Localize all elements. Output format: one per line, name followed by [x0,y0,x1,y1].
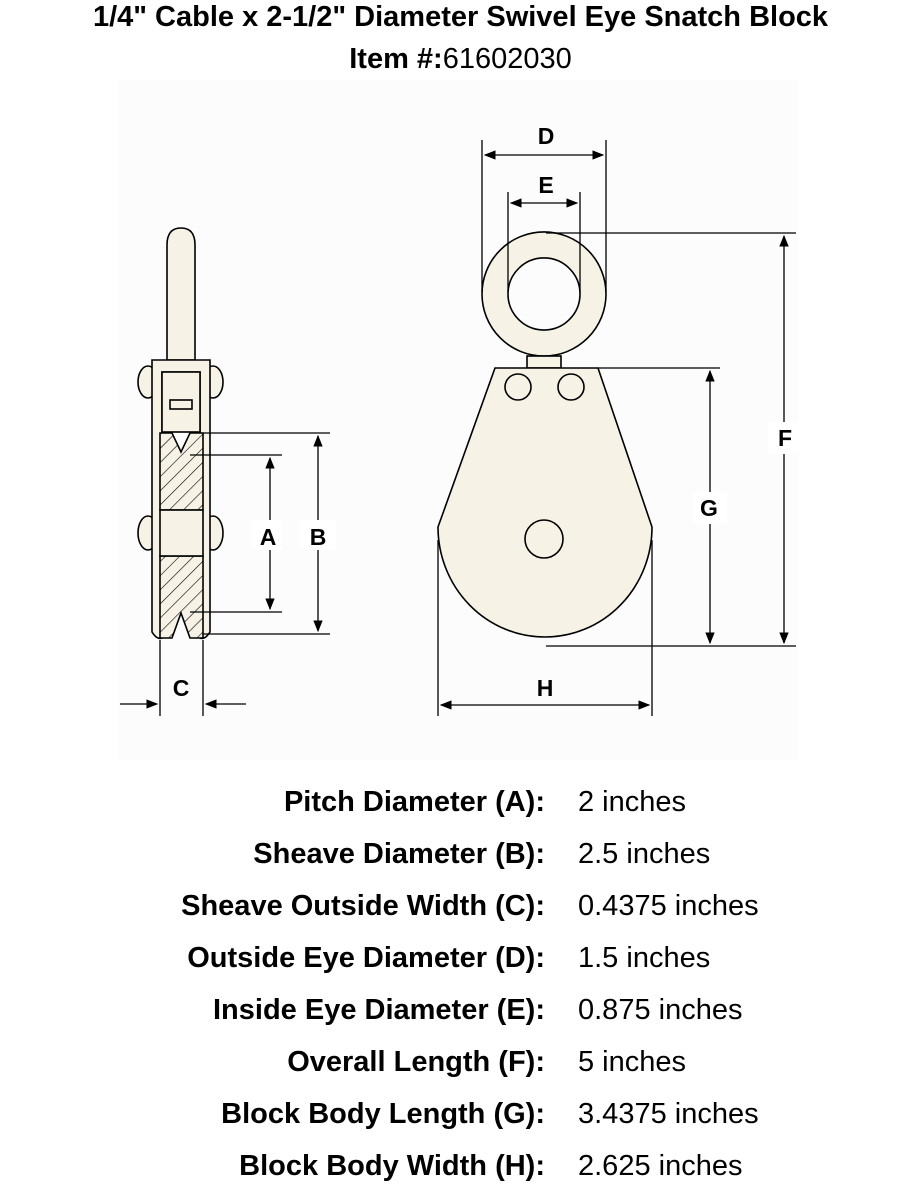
sheave-hub [160,510,203,556]
dimension-f-label: F [777,425,793,451]
bolt-right [558,374,584,400]
spec-value: 2 inches [578,786,687,818]
spec-value: 0.4375 inches [578,890,759,922]
swivel-shank [167,228,195,360]
spec-label: Overall Length (F): [287,1046,545,1078]
dimension-g-label: G [700,495,718,521]
spec-value: 2.5 inches [578,838,711,870]
spec-row [0,782,921,822]
spec-label: Block Body Length (G): [221,1098,545,1130]
dimension-a-label: A [259,524,277,550]
dimension-e-label: E [538,172,554,198]
spec-row [0,990,921,1030]
item-number-label: Item #: [349,43,443,75]
spec-row [0,1146,921,1186]
spec-row [0,886,921,926]
product-title: 1/4" Cable x 2-1/2" Diameter Swivel Eye Snatch Block [92,1,829,33]
spec-row [0,1042,921,1082]
swivel-pin [170,400,192,409]
dimension-b-label: B [309,524,327,550]
spec-label: Outside Eye Diameter (D): [187,942,545,974]
spec-label: Inside Eye Diameter (E): [213,994,545,1026]
spec-value: 3.4375 inches [578,1098,759,1130]
spec-label: Sheave Outside Width (C): [181,890,545,922]
axle [525,520,563,558]
spec-value: 1.5 inches [578,942,711,974]
dimension-d-label: D [537,123,555,149]
item-number-value: 61602030 [442,43,572,75]
drawing-background [118,80,798,760]
spec-row [0,834,921,874]
dimension-c-label: C [172,675,190,701]
spec-label: Sheave Diameter (B): [253,838,545,870]
spec-label: Block Body Width (H): [239,1150,545,1182]
spec-label: Pitch Diameter (A): [283,786,545,818]
spec-value: 2.625 inches [578,1150,743,1182]
spec-row [0,1094,921,1134]
spec-value: 5 inches [578,1046,687,1078]
dimension-h-label: H [536,675,554,701]
swivel-neck [527,356,561,368]
spec-row [0,938,921,978]
spec-value: 0.875 inches [578,994,743,1026]
bolt-left [505,374,531,400]
